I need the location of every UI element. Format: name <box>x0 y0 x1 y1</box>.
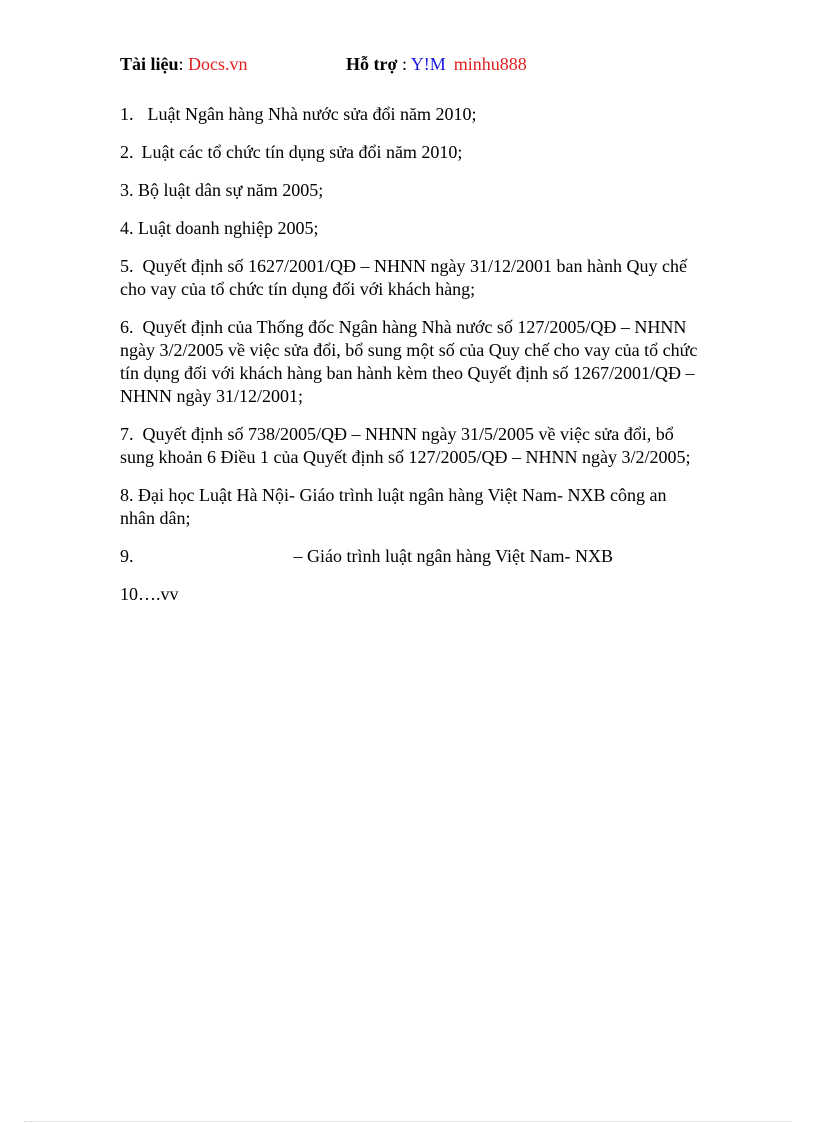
reference-text: Luật doanh nghiệp 2005; <box>138 218 319 238</box>
reference-text: Luật các tổ chức tín dụng sửa đổi năm 2010; <box>141 142 463 162</box>
site-link[interactable]: Docs.vn <box>188 54 248 74</box>
ym-nick[interactable]: minhu888 <box>453 54 527 74</box>
reference-number: 8. <box>120 485 134 505</box>
reference-item-5 <box>120 255 700 301</box>
reference-number: 10….vv <box>120 584 179 604</box>
reference-text: Luật Ngân hàng Nhà nước sửa đổi năm 2010; <box>147 104 477 124</box>
reference-number: 6. <box>120 317 134 337</box>
support-colon: : <box>397 54 411 74</box>
reference-item-10 <box>120 583 700 606</box>
reference-list <box>120 103 700 621</box>
reference-number: 1. <box>120 104 134 124</box>
reference-number: 4. <box>120 218 134 238</box>
support-info <box>346 53 527 75</box>
reference-number: 3. <box>120 180 134 200</box>
page-bottom-divider <box>24 1121 792 1122</box>
support-label: Hỗ trợ <box>346 54 398 74</box>
reference-item-9 <box>120 545 700 568</box>
reference-number: 2. <box>120 142 134 162</box>
reference-item-4 <box>120 217 700 240</box>
reference-item-8 <box>120 484 700 530</box>
reference-item-2 <box>120 141 700 164</box>
reference-number: 5. <box>120 256 134 276</box>
reference-number: 7. <box>120 424 134 444</box>
ym-label: Y!M <box>410 54 446 74</box>
reference-item-3 <box>120 179 700 202</box>
reference-number: 9. <box>120 546 134 566</box>
reference-text: Quyết định của Thống đốc Ngân hàng Nhà nước số 127/2005/QĐ – NHNN ngày 3/2/2005 về việc sửa đổi, bổ sung một số của Quy chế cho vay của tổ chức tín dụng đối với khách hàng ban hành kèm theo Quyết định số 1267/2001/QĐ – NHNN ngày 31/12/2001; <box>120 317 698 406</box>
reference-text: – Giáo trình luật ngân hàng Việt Nam- NXB <box>293 546 614 566</box>
reference-text: Bộ luật dân sự năm 2005; <box>138 180 324 200</box>
reference-item-7 <box>120 423 700 469</box>
reference-item-1 <box>120 103 700 126</box>
page-header <box>120 53 527 75</box>
reference-text: Đại học Luật Hà Nội- Giáo trình luật ngân hàng Việt Nam- NXB công an nhân dân; <box>120 485 667 528</box>
reference-item-6 <box>120 316 700 408</box>
docs-label: Tài liệu: <box>120 54 189 74</box>
reference-text: Quyết định số 1627/2001/QĐ – NHNN ngày 31/12/2001 ban hành Quy chế cho vay của tổ chức tín dụng đối với khách hàng; <box>120 256 687 299</box>
reference-text: Quyết định số 738/2005/QĐ – NHNN ngày 31/5/2005 về việc sửa đổi, bổ sung khoản 6 Điều 1 của Quyết định số 127/2005/QĐ – NHNN ngày 3/2/2005; <box>120 424 691 467</box>
